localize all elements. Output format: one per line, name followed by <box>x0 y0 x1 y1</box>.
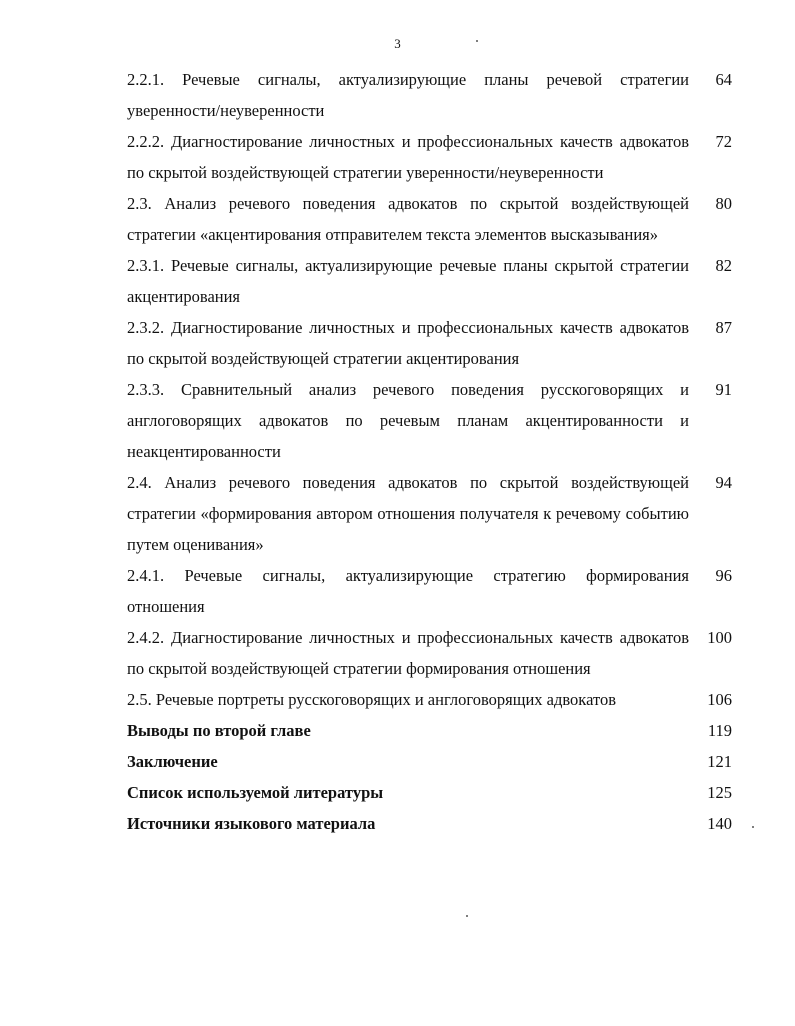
toc-entry-conclusion <box>127 746 732 777</box>
toc-entry-title: 2.2.1. Речевые сигналы, актуализирующие планы речевой стратегии уверенности/неуверенности <box>127 70 689 120</box>
toc-entry-page: 100 <box>707 628 732 647</box>
toc-entry-page: 80 <box>715 194 732 213</box>
toc-entry-page: 96 <box>715 566 732 585</box>
toc-entry-title: Источники языкового материала <box>127 814 376 833</box>
toc-entry-2-3-1 <box>127 250 732 312</box>
toc-entry-title: 2.3.1. Речевые сигналы, актуализирующие речевые планы скрытой стратегии акцентирования <box>127 256 689 306</box>
toc-entry-bibliography <box>127 777 732 808</box>
toc-entry-page: 82 <box>715 256 732 275</box>
toc-entry-title: 2.3.3. Сравнительный анализ речевого поведения русскоговорящих и англоговорящих адвокатов по речевым планам акцентированности и неакцентированности <box>127 380 689 461</box>
toc-entry-conclusions-chapter-2 <box>127 715 732 746</box>
toc-entry-2-4-2 <box>127 622 732 684</box>
toc-entry-2-3-3 <box>127 374 732 467</box>
toc-entry-page: 72 <box>715 132 732 151</box>
toc-entry-page: 125 <box>707 783 732 802</box>
toc-entry-2-4 <box>127 467 732 560</box>
toc-entry-page: 94 <box>715 473 732 492</box>
toc-entry-title: 2.2.2. Диагностирование личностных и профессиональных качеств адвокатов по скрытой воздействующей стратегии уверенности/неуверенности <box>127 132 689 182</box>
toc-entry-title: 2.4.1. Речевые сигналы, актуализирующие стратегию формирования отношения <box>127 566 689 616</box>
toc-entry-title: 2.5. Речевые портреты русскоговорящих и англоговорящих адвокатов <box>127 690 617 709</box>
toc-entry-2-3 <box>127 188 732 250</box>
toc-entry-title: Заключение <box>127 752 218 771</box>
toc-entry-language-sources <box>127 808 732 839</box>
toc-entry-page: 91 <box>715 380 732 399</box>
toc-entry-title: 2.4. Анализ речевого поведения адвокатов по скрытой воздействующей стратегии «формирования автором отношения получателя к речевому событию путем оценивания» <box>127 473 689 554</box>
toc-entry-title: Выводы по второй главе <box>127 721 311 740</box>
table-of-contents <box>127 64 732 839</box>
toc-entry-2-2-2 <box>127 126 732 188</box>
toc-entry-title: 2.3. Анализ речевого поведения адвокатов по скрытой воздействующей стратегии «акцентирования отправителем текста элементов высказывания» <box>127 194 689 244</box>
toc-entry-page: 87 <box>715 318 732 337</box>
toc-entry-title: 2.3.2. Диагностирование личностных и профессиональных качеств адвокатов по скрытой воздействующей стратегии акцентирования <box>127 318 689 368</box>
page-number: 3 <box>394 36 401 51</box>
toc-entry-page: 64 <box>715 70 732 89</box>
toc-entry-2-4-1 <box>127 560 732 622</box>
toc-entry-2-3-2 <box>127 312 732 374</box>
toc-entry-2-2-1 <box>127 64 732 126</box>
scan-speck <box>476 40 478 42</box>
toc-entry-page: 106 <box>707 690 732 709</box>
scan-speck <box>752 826 754 828</box>
toc-entry-page: 121 <box>707 752 732 771</box>
toc-entry-page: 119 <box>707 721 732 740</box>
toc-entry-title: Список используемой литературы <box>127 783 384 802</box>
scan-speck <box>466 915 468 917</box>
toc-entry-2-5 <box>127 684 732 715</box>
toc-entry-title: 2.4.2. Диагностирование личностных и профессиональных качеств адвокатов по скрытой воздействующей стратегии формирования отношения <box>127 628 689 678</box>
toc-entry-page: 140 <box>707 814 732 833</box>
